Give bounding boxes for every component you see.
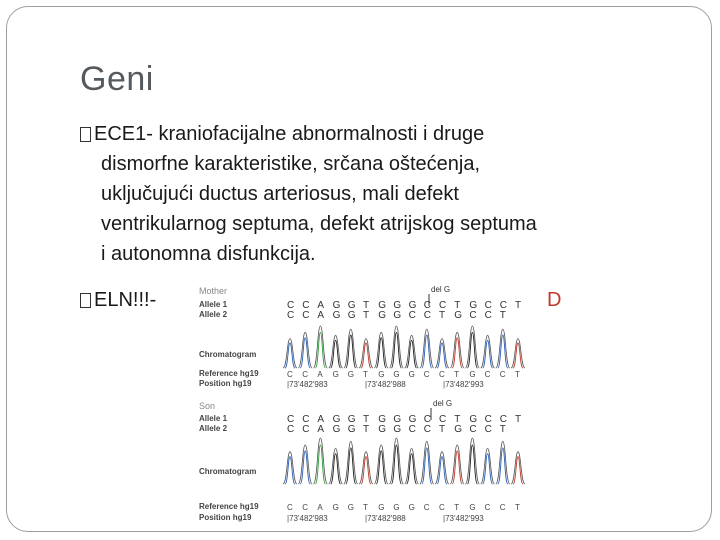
mother-allele2-base: G	[378, 310, 386, 321]
son-reference-base: T	[454, 503, 460, 512]
mother-reference-base: T	[363, 370, 368, 379]
son-allele1-base: G	[408, 414, 417, 425]
mother-position: |73'482'988	[365, 380, 406, 389]
son-allele1-base: C	[287, 414, 295, 425]
bullet-eln: ELN!!!-	[80, 285, 156, 315]
son-allele1-base: G	[393, 414, 402, 425]
mother-allele1-base: G	[469, 300, 478, 311]
mother-reference-base: G	[347, 370, 355, 379]
mother-allele1-base: G	[347, 300, 356, 311]
mother-allele1-base: C	[423, 300, 432, 311]
son-reference-base: G	[469, 503, 476, 512]
son-allele1-base: A	[317, 414, 325, 425]
son-allele2-base: T	[499, 424, 506, 435]
mother-reference-base: C	[439, 370, 445, 379]
mother-reference-base: G	[332, 370, 339, 379]
son-reference-base: C	[302, 503, 308, 512]
son-allele2-base: C	[469, 424, 477, 435]
son-allele2-base: G	[393, 424, 402, 435]
mother-position-label: Position hg19	[199, 379, 252, 388]
mother-allele2-base: C	[302, 310, 310, 321]
son-reference-base: G	[332, 503, 339, 512]
bullet-line-2: dismorfne karakteristike, srčana oštećenja,	[101, 153, 481, 175]
bullet-line-4: ventrikularnog septuma, defekt atrijskog septuma	[101, 213, 537, 235]
son-reference-base: G	[347, 503, 355, 512]
bullet-line-5: i autonomna disfunkcija.	[101, 243, 316, 265]
mother-reference-base: C	[302, 370, 308, 379]
mother-allele2-base: C	[469, 310, 477, 321]
son-allele2-base: C	[408, 424, 416, 435]
mother-allele2-base: G	[454, 310, 462, 321]
son-label: Son	[199, 401, 216, 411]
slide-title: Geni	[80, 60, 154, 98]
son-allele2-label: Allele 2	[199, 424, 228, 433]
son-allele2-base: A	[317, 424, 325, 435]
son-allele1-base: C	[439, 414, 447, 425]
mother-chromatogram-label: Chromatogram	[199, 350, 257, 359]
bullet-box-icon	[80, 127, 91, 142]
bullet-box-icon	[80, 293, 91, 308]
mother-del-label: del G	[431, 285, 451, 294]
mother-allele1-base: T	[515, 300, 522, 311]
son-allele2-base: G	[347, 424, 356, 435]
son-allele2-base: G	[378, 424, 386, 435]
mother-reference-base: G	[469, 370, 476, 379]
mother-allele1-base: C	[287, 300, 295, 311]
mother-allele2-base: C	[408, 310, 416, 321]
mother-allele2-base: C	[484, 310, 492, 321]
mother-reference-base: G	[393, 370, 400, 379]
mother-allele1-base: C	[302, 300, 310, 311]
son-position-label: Position hg19	[199, 513, 252, 522]
mother-reference-base: C	[287, 370, 293, 379]
mother-allele2-base: G	[347, 310, 356, 321]
son-reference-base: C	[499, 503, 506, 512]
son-allele2-base: C	[302, 424, 310, 435]
mother-reference-base: C	[484, 370, 491, 379]
chromatogram-figure	[195, 284, 555, 524]
son-position: |73'482'993	[443, 514, 484, 523]
mother-allele1-base: C	[499, 300, 508, 311]
son-allele1-base: G	[332, 414, 341, 425]
mother-allele1-base: C	[439, 300, 447, 311]
son-allele2-base: G	[454, 424, 462, 435]
mother-reference-base: C	[499, 370, 506, 379]
son-reference-base: T	[515, 503, 520, 512]
son-allele1-base: C	[302, 414, 310, 425]
son-reference-base: G	[378, 503, 385, 512]
mother-reference-label: Reference hg19	[199, 369, 259, 378]
mother-allele1-base: G	[393, 300, 402, 311]
mother-allele2-label: Allele 2	[199, 310, 228, 319]
son-allele2-base: G	[332, 424, 341, 435]
son-allele1-base: T	[363, 414, 370, 425]
mother-allele2-base: C	[287, 310, 295, 321]
mother-position: |73'482'993	[443, 380, 484, 389]
mother-allele1-base: G	[332, 300, 341, 311]
mother-position: |73'482'983	[287, 380, 328, 389]
son-allele1-base: C	[484, 414, 492, 425]
mother-reference-base: G	[378, 370, 385, 379]
son-allele1-base: C	[499, 414, 508, 425]
son-position: |73'482'988	[365, 514, 406, 523]
mother-reference-base: T	[515, 370, 520, 379]
mother-allele1-base: T	[454, 300, 461, 311]
son-reference-base: G	[408, 503, 415, 512]
bullet-line-3: uključujući ductus arteriosus, mali defekt	[101, 183, 459, 205]
son-reference-base: C	[439, 503, 445, 512]
mother-allele2-base: C	[423, 310, 432, 321]
son-allele2-base: T	[363, 424, 370, 435]
mother-allele2-base: G	[332, 310, 341, 321]
mother-reference-base: T	[454, 370, 460, 379]
son-reference-base: C	[287, 503, 293, 512]
mother-allele2-base: T	[499, 310, 506, 321]
son-allele1-base: G	[347, 414, 356, 425]
son-reference-base: G	[393, 503, 400, 512]
bullet-line-1: ECE1- kraniofacijalne abnormalnosti i druge	[80, 119, 516, 149]
mother-allele1-label: Allele 1	[199, 300, 228, 309]
son-reference-base: T	[363, 503, 368, 512]
son-allele1-base: T	[515, 414, 522, 425]
mother-allele2-base: T	[363, 310, 370, 321]
son-position: |73'482'983	[287, 514, 328, 523]
mother-allele1-base: T	[363, 300, 370, 311]
son-reference-label: Reference hg19	[199, 502, 259, 511]
bullet-eln-trailing: D	[547, 289, 562, 311]
mother-reference-base: C	[423, 370, 430, 379]
mother-allele2-base: A	[317, 310, 325, 321]
chromatogram-svg	[195, 284, 555, 524]
mother-allele2-base: G	[393, 310, 402, 321]
son-chromatogram-label: Chromatogram	[199, 467, 257, 476]
son-allele2-base: C	[287, 424, 295, 435]
son-reference-base: C	[484, 503, 491, 512]
son-allele1-label: Allele 1	[199, 414, 228, 423]
son-allele1-base: G	[469, 414, 478, 425]
son-allele1-base: G	[378, 414, 386, 425]
son-reference-base: C	[423, 503, 430, 512]
son-allele1-base: T	[454, 414, 461, 425]
bullet-ece1	[80, 119, 537, 269]
son-del-label: del G	[433, 399, 453, 408]
mother-allele1-base: C	[484, 300, 492, 311]
son-allele2-base: T	[439, 424, 446, 435]
son-allele1-base: C	[423, 414, 432, 425]
mother-allele1-base: G	[378, 300, 386, 311]
mother-allele1-base: A	[317, 300, 325, 311]
mother-reference-base: A	[317, 370, 323, 379]
son-reference-base: A	[317, 503, 323, 512]
son-allele2-base: C	[484, 424, 492, 435]
mother-reference-base: G	[408, 370, 415, 379]
son-allele2-base: C	[423, 424, 432, 435]
mother-allele1-base: G	[408, 300, 417, 311]
mother-label: Mother	[199, 286, 228, 296]
mother-allele2-base: T	[439, 310, 446, 321]
